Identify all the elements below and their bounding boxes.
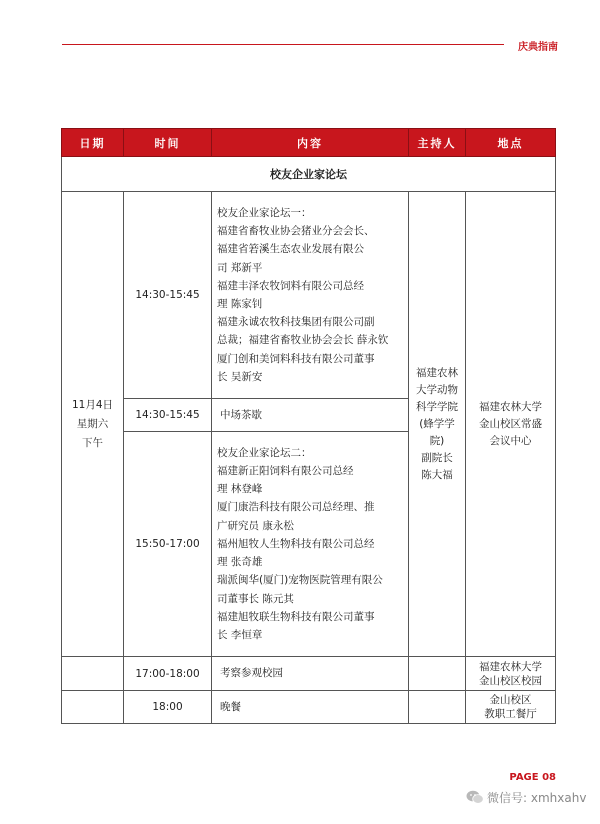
- content-line: 长 李恒章: [217, 628, 263, 641]
- table-row: [62, 657, 556, 691]
- content-cell: [212, 432, 409, 657]
- header-date: 日期: [62, 129, 124, 157]
- content-line: 广研究员 康永松: [217, 519, 294, 532]
- content-line: 厦门创和美饲料科技有限公司董事: [217, 352, 375, 365]
- content-line: 厦门康浩科技有限公司总经理、推: [217, 501, 375, 514]
- content-line: 司董事长 陈元其: [217, 592, 294, 605]
- content-line: 瑞派闽华(厦门)宠物医院管理有限公: [217, 574, 383, 587]
- venue-line: 金山校区常盛: [479, 417, 542, 430]
- time-cell: 18:00: [124, 691, 212, 724]
- content-cell: 中场茶歇: [212, 399, 409, 432]
- host-line: 陈大福: [421, 468, 453, 481]
- content-line: 福建省畜牧业协会猪业分会会长、: [217, 225, 375, 238]
- content-line: 总裁；福建省畜牧业协会会长 薛永钦: [217, 334, 389, 347]
- content-line: 校友企业家论坛二：: [217, 446, 312, 459]
- wechat-watermark: [466, 789, 586, 808]
- time-cell: 17:00-18:00: [124, 657, 212, 691]
- empty-host-cell: [409, 691, 466, 724]
- empty-date-cell: [62, 657, 124, 691]
- date-line: 下午: [82, 436, 103, 449]
- schedule-table: [61, 128, 556, 724]
- venue-line: 教职工餐厅: [484, 708, 537, 720]
- host-line: 福建农林: [416, 366, 458, 379]
- venue-cell: [466, 192, 556, 657]
- table-row: [62, 691, 556, 724]
- date-line: 星期六: [76, 417, 109, 430]
- table-header-row: [62, 129, 556, 157]
- host-line: 科学学院: [416, 400, 458, 413]
- content-line: 理 张奇雄: [217, 556, 263, 569]
- header-venue: 地点: [466, 129, 556, 157]
- content-line: 福建永诚农牧科技集团有限公司副: [217, 316, 375, 329]
- host-line: 副院长: [421, 451, 453, 464]
- host-cell: [409, 192, 466, 657]
- header-host: 主持人: [409, 129, 466, 157]
- table-row: [62, 192, 556, 399]
- content-cell: 考察参观校园: [212, 657, 409, 691]
- date-line: 11月4日: [71, 398, 114, 411]
- host-line: 院): [429, 434, 445, 447]
- header-rule: [62, 44, 504, 45]
- content-line: 理 陈家钊: [217, 298, 263, 310]
- section-row: [62, 157, 556, 192]
- content-line: 长 吴新安: [217, 370, 263, 383]
- content-line: 福建旭牧联生物科技有限公司董事: [217, 610, 375, 623]
- empty-host-cell: [409, 657, 466, 691]
- content-cell: [212, 192, 409, 399]
- time-cell: 14:30-15:45: [124, 192, 212, 399]
- venue-line: 福建农林大学: [479, 400, 542, 413]
- venue-line: 会议中心: [489, 434, 532, 447]
- venue-line: 金山校区校园: [479, 674, 542, 687]
- time-cell: 14:30-15:45: [124, 399, 212, 432]
- time-cell: 15:50-17:00: [124, 432, 212, 657]
- venue-line: 金山校区: [489, 694, 532, 706]
- venue-line: 福建农林大学: [479, 660, 542, 673]
- empty-date-cell: [62, 691, 124, 724]
- page-number: PAGE 08: [509, 772, 556, 783]
- content-line: 福州旭牧人生物科技有限公司总经: [217, 537, 375, 550]
- section-title: 校友企业家论坛: [62, 157, 556, 192]
- content-line: 福建丰泽农牧饲料有限公司总经: [217, 279, 364, 292]
- host-line: 大学动物: [416, 383, 458, 396]
- venue-cell: [466, 691, 556, 724]
- wechat-icon: [466, 790, 484, 808]
- content-cell: 晚餐: [212, 691, 409, 724]
- guide-title: 庆典指南: [518, 42, 558, 53]
- header-content: 内容: [212, 129, 409, 157]
- content-line: 理 林登峰: [217, 483, 263, 496]
- content-line: 福建省箬溪生态农业发展有限公: [217, 243, 364, 256]
- content-line: 福建新正阳饲料有限公司总经: [217, 465, 354, 478]
- wechat-text: 微信号: xmhxahv: [487, 791, 587, 805]
- content-line: 司 郑新平: [217, 261, 263, 274]
- venue-cell: [466, 657, 556, 691]
- header-time: 时间: [124, 129, 212, 157]
- date-cell: [62, 192, 124, 657]
- content-line: 校友企业家论坛一：: [217, 206, 312, 219]
- host-line: (蜂学学: [419, 417, 455, 430]
